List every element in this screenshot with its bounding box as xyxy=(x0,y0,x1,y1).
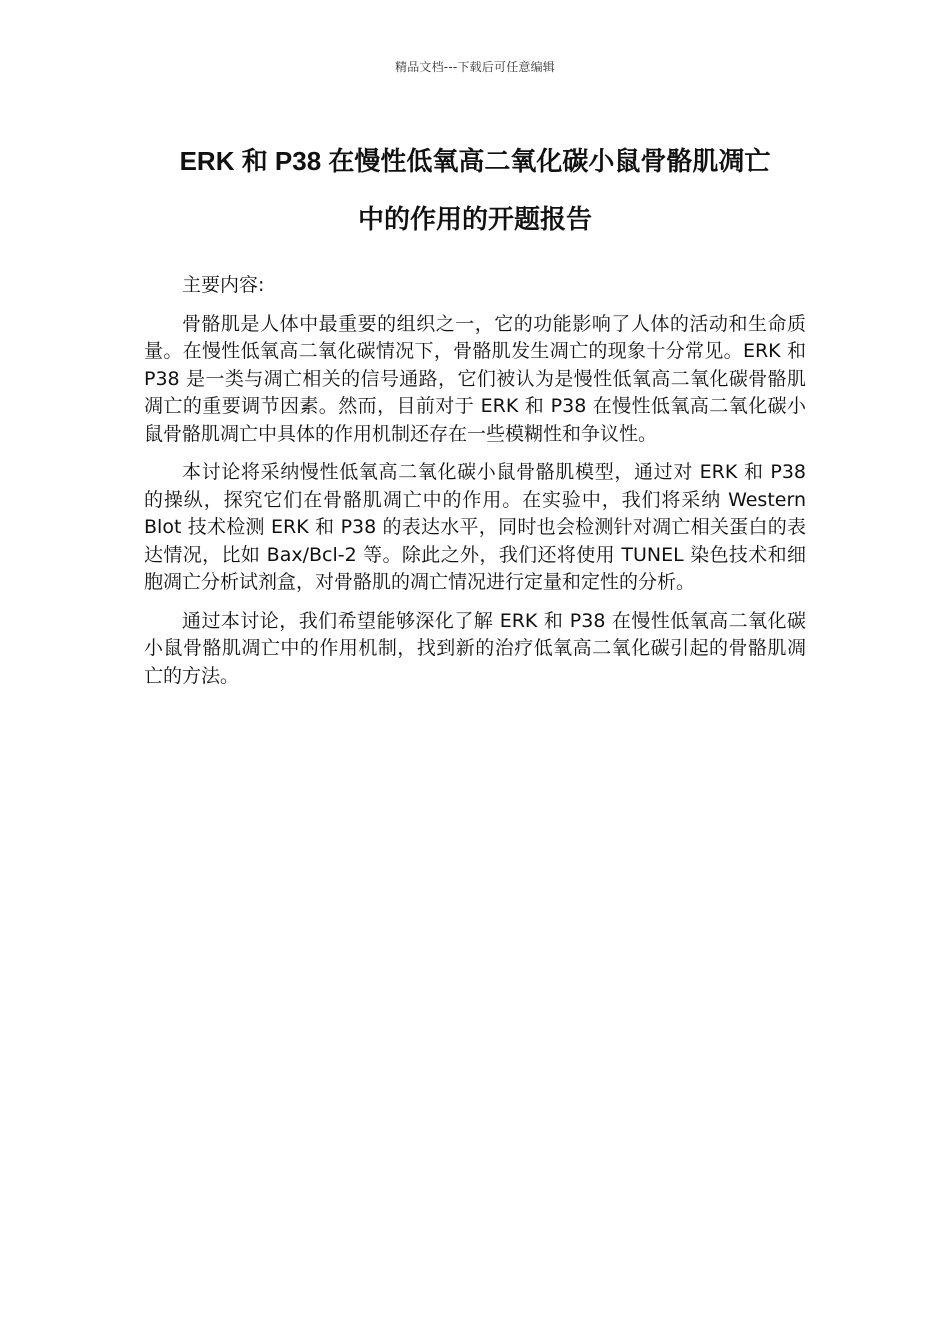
body-paragraph-2: 本讨论将采纳慢性低氧高二氧化碳小鼠骨骼肌模型，通过对 ERK 和 P38 的操纵，探究它们在骨骼肌凋亡中的作用。在实验中，我们将采纳 Western Blot 技术检测 ERK 和 P38 的表达水平，同时也会检测针对凋亡相关蛋白的表达情况，比如 Bax/Bcl-2 等。除此之外，我们还将使用 TUNEL 染色技术和细胞凋亡分析试剂盒，对骨骼肌的凋亡情况进行定量和定性的分析。 xyxy=(144,461,806,593)
body-paragraph-3: 通过本讨论，我们希望能够深化了解 ERK 和 P38 在慢性低氧高二氧化碳小鼠骨骼肌凋亡中的作用机制，找到新的治疗低氧高二氧化碳引起的骨骼肌凋亡的方法。 xyxy=(144,609,806,687)
document-body xyxy=(144,272,806,701)
body-paragraph-1: 骨骼肌是人体中最重要的组织之一，它的功能影响了人体的活动和生命质量。在慢性低氧高二氧化碳情况下，骨骼肌发生凋亡的现象十分常见。ERK 和 P38 是一类与凋亡相关的信号通路，它们被认为是慢性低氧高二氧化碳骨骼肌凋亡的重要调节因素。然而，目前对于 ERK 和 P38 在慢性低氧高二氧化碳小鼠骨骼肌凋亡中具体的作用机制还存在一些模糊性和争议性。 xyxy=(144,312,806,445)
section-heading: 主要内容: xyxy=(182,274,265,296)
title-line-1: ERK 和 P38 在慢性低氧高二氧化碳小鼠骨骼肌凋亡 xyxy=(179,146,771,176)
header-note: 精品文档---下载后可任意编辑 xyxy=(395,60,555,74)
title-line-2: 中的作用的开题报告 xyxy=(357,204,592,234)
document-title xyxy=(120,132,830,248)
